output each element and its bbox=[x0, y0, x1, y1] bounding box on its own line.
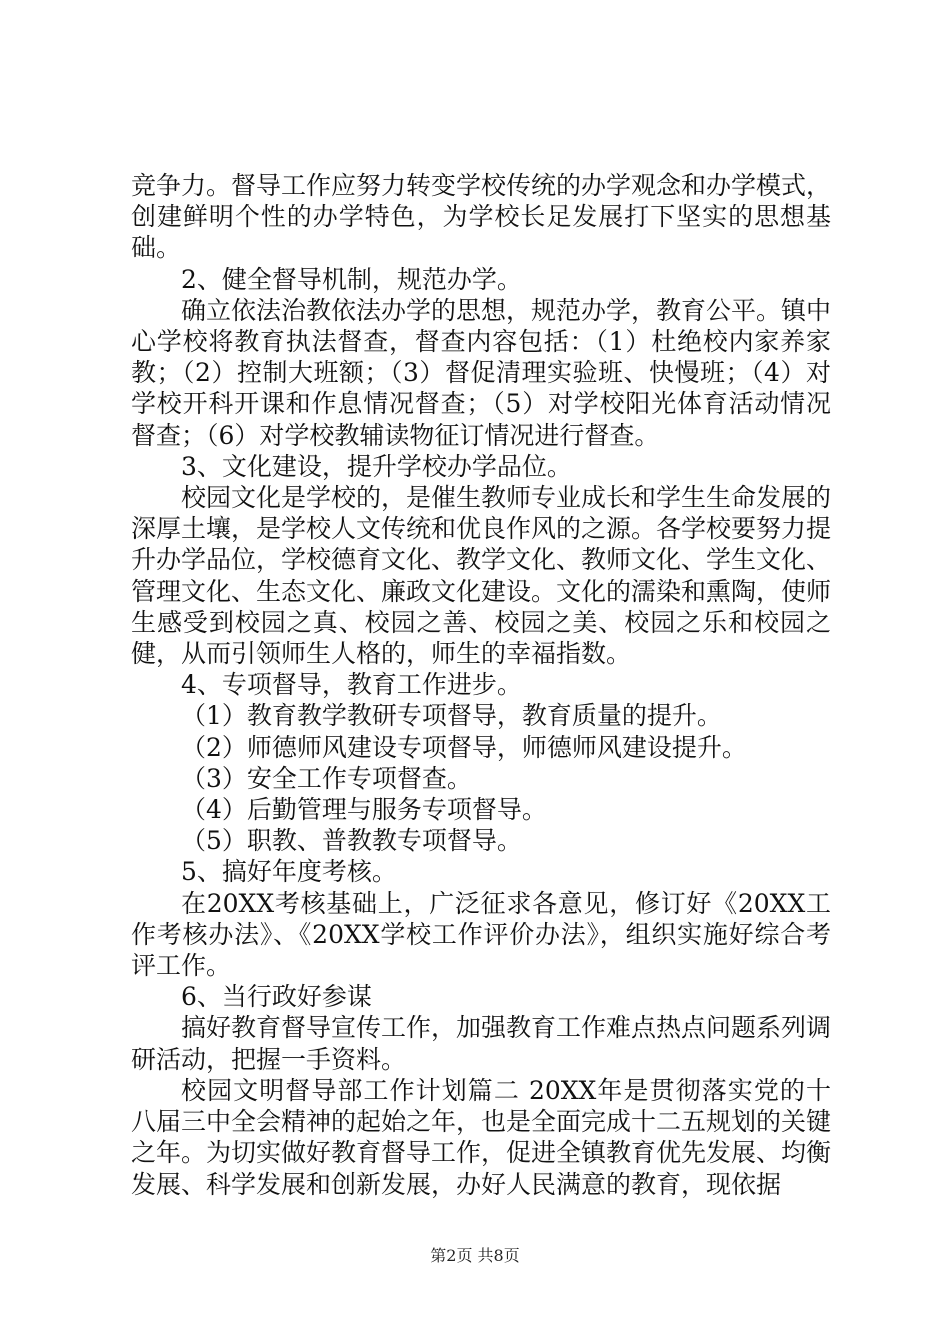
list-item: （2）师德师风建设专项督导，师德师风建设提升。 bbox=[181, 732, 747, 762]
list-item: （4）后勤管理与服务专项督导。 bbox=[181, 795, 547, 825]
paragraph: 在20XX考核基础上，广泛征求各意见，修订好《20XX工作考核办法》、《20XX学校工作评价办法》，组织实施好综合考评工作。 bbox=[131, 888, 831, 981]
list-item: （5）职教、普教教专项督导。 bbox=[181, 826, 522, 856]
paragraph: 校园文明督导部工作计划篇二 20XX年是贯彻落实党的十八届三中全会精神的起始之年，也是全面完成十二五规划的关键之年。为切实做好教育督导工作，促进全镇教育优先发展、均衡发展、科学发展和创新发展，办好人民满意的教育，现依据 bbox=[131, 1075, 832, 1199]
list-item: （3）安全工作专项督查。 bbox=[181, 763, 472, 793]
section-heading: 2、健全督导机制，规范办学。 bbox=[181, 264, 522, 294]
paragraph: 竞争力。督导工作应努力转变学校传统的办学观念和办学模式，创建鲜明个性的办学特色，为学校长足发展打下坚实的思想基础。 bbox=[131, 171, 832, 263]
section-heading: 3、文化建设，提升学校办学品位。 bbox=[181, 451, 572, 481]
document-body bbox=[131, 170, 831, 1200]
paragraph: 搞好教育督导宣传工作，加强教育工作难点热点问题系列调研活动，把握一手资料。 bbox=[131, 1013, 832, 1074]
section-heading: 4、专项督导，教育工作进步。 bbox=[181, 670, 522, 700]
section-heading: 5、搞好年度考核。 bbox=[181, 857, 397, 887]
list-item: （1）教育教学教研专项督导，教育质量的提升。 bbox=[181, 701, 722, 731]
paragraph: 校园文化是学校的，是催生教师专业成长和学生生命发展的深厚土壤，是学校人文传统和优良作风的之源。各学校要努力提升办学品位，学校德育文化、教学文化、教师文化、学生文化、管理文化、生态文化、廉政文化建设。文化的濡染和熏陶，使师生感受到校园之真、校园之善、校园之美、校园之乐和校园之健，从而引领师生人格的，师生的幸福指数。 bbox=[131, 483, 832, 669]
paragraph: 确立依法治教依法办学的思想，规范办学，教育公平。镇中心学校将教育执法督查，督查内容包括：（1）杜绝校内家养家教；（2）控制大班额；（3）督促清理实验班、快慢班；（4）对学校开科开课和作息情况督查；（5）对学校阳光体育活动情况督查；（6）对学校教辅读物征订情况进行督查。 bbox=[131, 295, 832, 450]
page-number-footer: 第2页 共8页 bbox=[430, 1246, 520, 1265]
section-heading: 6、当行政好参谋 bbox=[181, 982, 372, 1012]
